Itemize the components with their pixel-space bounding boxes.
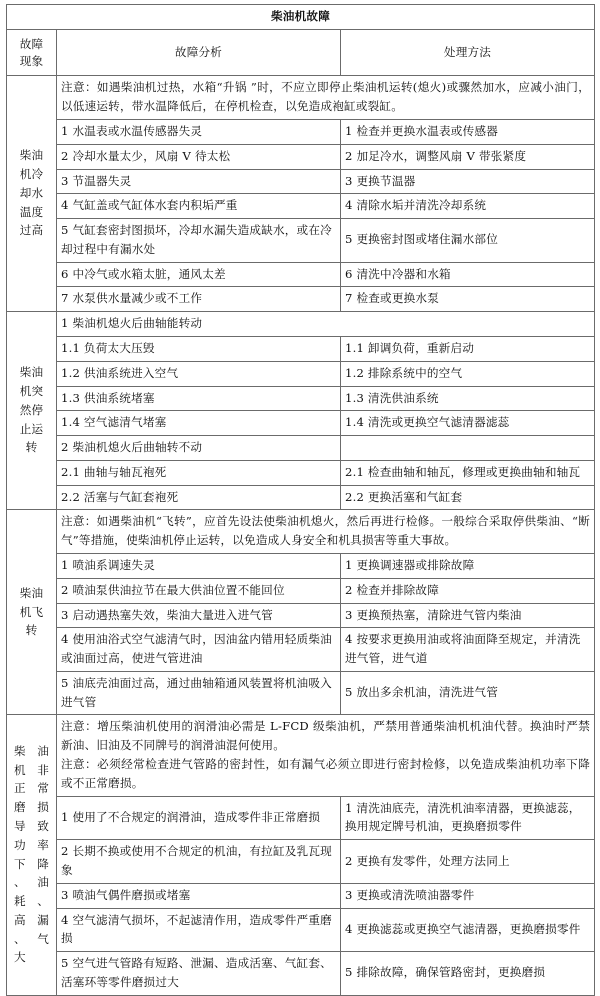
note-row [7,510,595,554]
analysis-cell: 2 长期不换或使用不合规定的机油，有拉缸及乳瓦现象 [57,840,341,884]
symptom-line [11,836,52,855]
note-paragraph: 注意：增压柴油机使用的润滑油必需是 L-FCD 级柴油机，严禁用普通柴油机机油代替。换油时严禁新油、旧油及不同牌号的润滑油混何使用。 [61,719,591,753]
remedy-cell: 1.4 清洗或更换空气滤清器滤蕊 [341,411,595,436]
table-row [7,908,595,952]
table-row [7,628,595,672]
remedy-cell: 1 检查并更换水温表或传感器 [341,119,595,144]
analysis-cell: 1.3 供油系统堵塞 [57,386,341,411]
remedy-cell: 5 排除故障，确保管路密封，更换磨损 [341,952,595,996]
symptom-line: 转 [25,440,38,455]
note-text-3 [57,715,595,796]
analysis-cell: 3 节温器失灵 [57,169,341,194]
symptom-char: 耗 [14,894,26,909]
symptom-cell-1 [7,312,57,510]
symptom-line: 却水 [19,185,44,200]
table-row [7,312,595,337]
remedy-cell: 3 更换节温器 [341,169,595,194]
symptom-line [11,855,52,874]
remedy-cell: 5 更换密封图或堵住漏水部位 [341,219,595,263]
note-text-2 [57,510,595,554]
analysis-cell: 2 柴油机熄火后曲轴转不动 [57,436,341,461]
symptom-char: 功 [14,837,26,852]
page-title: 柴油机故障 [7,5,595,30]
note-row [7,76,595,120]
analysis-cell: 1 水温表或水温传感器失灵 [57,119,341,144]
table-row [7,578,595,603]
symptom-line [11,911,52,930]
analysis-cell: 2 喷油泵供油拉节在最大供油位置不能回位 [57,578,341,603]
table-row [7,883,595,908]
symptom-text-1 [11,363,52,457]
column-header-remedy: 处理方法 [341,29,595,76]
symptom-line: 机冷 [19,167,44,182]
symptom-cell-0 [7,76,57,312]
fault-table-body [7,5,595,996]
analysis-cell: 2.1 曲轴与轴瓦袍死 [57,460,341,485]
table-row [7,336,595,361]
symptom-char: 油 [37,875,49,890]
analysis-cell: 1.1 负荷太大压毁 [57,336,341,361]
analysis-cell: 4 使用油浴式空气滤清气时，因油盆内错用轻质柴油或油面过高，使进气管进油 [57,628,341,672]
symptom-text-0 [11,146,52,240]
column-header-symptom [7,29,57,76]
analysis-cell: 2.2 活塞与气缸套袍死 [57,485,341,510]
symptom-line: 转 [25,623,38,638]
table-title-row [7,5,595,30]
symptom-char: 正 [14,781,26,796]
remedy-cell [341,436,595,461]
symptom-char: 、 [14,875,26,890]
symptom-line [11,817,52,836]
symptom-char: 机 [14,762,26,777]
table-row [7,411,595,436]
table-row [7,485,595,510]
symptom-char: 非 [37,762,49,777]
table-row [7,436,595,461]
analysis-cell: 3 喷油气偶件磨损或堵塞 [57,883,341,908]
symptom-line: 过高 [19,223,44,238]
analysis-cell: 4 气缸盖或气缸体水套内积垢严重 [57,194,341,219]
symptom-line: 柴油 [19,365,44,380]
remedy-cell: 2 更换有发零件，处理方法同上 [341,840,595,884]
symptom-char: 导 [14,818,26,833]
analysis-cell: 1 喷油系调速失灵 [57,554,341,579]
note-paragraph: 注意：如遇柴油机过热，水箱“升锅 ”时，不应立即停止柴油机运转(熄火)或骤然加水，应减小油门，以低速运转，带水温降低后，在停机检查，以免造成袍缸或裂缸。 [61,80,591,114]
symptom-line: 止运 [19,421,44,436]
remedy-cell: 1 更换调速器或排除故障 [341,554,595,579]
table-row [7,840,595,884]
note-paragraph: 注意：如遇柴油机“飞转”，应首先设法使柴油机熄火，然后再进行检修。一般综合采取停供柴油、“断气”等措施，使柴油机停止运转，以免造成人身安全和机具损害等重大事故。 [61,514,591,548]
table-header-row [7,29,595,76]
symptom-char: 损 [37,800,49,815]
remedy-cell: 4 更换滤蕊或更换空气滤清器，更换磨损零件 [341,908,595,952]
symptom-line [11,873,52,892]
remedy-cell: 1 清洗油底壳，清洗机油率清器，更换滤蕊，换用规定牌号机油，更换磨损零件 [341,796,595,840]
column-header-analysis: 故障分析 [57,29,341,76]
table-row [7,671,595,715]
remedy-cell: 6 清洗中冷器和水箱 [341,262,595,287]
symptom-char: 降 [37,856,49,871]
table-row [7,603,595,628]
remedy-cell: 4 清除水垢并清洗冷却系统 [341,194,595,219]
symptom-char: 下 [14,856,26,871]
symptom-char: 大 [14,950,26,965]
analysis-cell: 1.2 供油系统进入空气 [57,361,341,386]
remedy-cell: 3 更换预热塞，清除进气管内柴油 [341,603,595,628]
column-header-symptom-line2: 现象 [19,53,44,68]
symptom-line [11,742,52,761]
table-row [7,361,595,386]
symptom-line [11,761,52,780]
remedy-cell: 1.3 清洗供油系统 [341,386,595,411]
symptom-line: 柴油 [19,148,44,163]
symptom-char: 、 [14,931,26,946]
symptom-line [11,798,52,817]
symptom-char [45,948,49,967]
table-row [7,219,595,263]
fault-table [6,4,595,996]
table-row [7,169,595,194]
symptom-char: 漏 [37,912,49,927]
analysis-cell: 5 空气进气管路有短路、泄漏、造成活塞、气缸套、活塞环等零件磨损过大 [57,952,341,996]
symptom-cell-3 [7,715,57,995]
symptom-line: 机突 [19,384,44,399]
symptom-line: 机飞 [19,604,44,619]
symptom-char: 油 [37,743,49,758]
analysis-cell: 4 空气滤清气损坏，不起滤清作用，造成零件严重磨损 [57,908,341,952]
symptom-char: 常 [37,781,49,796]
table-row [7,287,595,312]
symptom-char: 气 [37,931,49,946]
analysis-cell: 3 启动遇热塞失效，柴油大量进入进气管 [57,603,341,628]
analysis-cell: 2 冷却水量太少，风扇 V 待太松 [57,144,341,169]
remedy-cell: 7 检查或更换水泵 [341,287,595,312]
remedy-cell: 2.2 更换活塞和气缸套 [341,485,595,510]
table-row [7,194,595,219]
table-row [7,952,595,996]
table-row [7,796,595,840]
column-header-symptom-line1: 故障 [19,36,44,51]
symptom-char: 致 [37,818,49,833]
analysis-cell: 5 油底壳油面过高，通过曲轴箱通风装置将机油吸入进气管 [57,671,341,715]
symptom-cell-2 [7,510,57,715]
remedy-cell: 1.2 排除系统中的空气 [341,361,595,386]
symptom-text-2 [11,584,52,640]
table-row [7,262,595,287]
symptom-char: 、 [37,894,49,909]
analysis-cell: 1 柴油机熄火后曲轴能转动 [57,312,595,337]
table-row [7,119,595,144]
remedy-cell: 1.1 卸调负荷，重新启动 [341,336,595,361]
table-row [7,554,595,579]
analysis-cell: 1 使用了不合规定的润滑油，造成零件非正常磨损 [57,796,341,840]
remedy-cell: 4 按要求更换用油或将油面降至规定，并清洗进气管，进气道 [341,628,595,672]
symptom-line [11,948,52,967]
analysis-cell: 7 水泵供水量减少或不工作 [57,287,341,312]
symptom-line: 然停 [19,402,44,417]
table-row [7,144,595,169]
symptom-line [11,892,52,911]
symptom-char: 率 [37,837,49,852]
table-row [7,386,595,411]
symptom-line: 温度 [19,204,44,219]
symptom-char: 磨 [14,800,26,815]
symptom-line: 柴油 [19,585,44,600]
symptom-text-3 [11,742,52,967]
symptom-line [11,779,52,798]
analysis-cell: 5 气缸套密封图损坏，冷却水漏失造成缺水，或在冷却过程中有漏水处 [57,219,341,263]
remedy-cell: 3 更换或清洗喷油器零件 [341,883,595,908]
note-paragraph: 注意：必须经常检查进气管路的密封性，如有漏气必须立即进行密封检修，以免造成柴油机功率下降或不正常磨损。 [61,757,591,790]
symptom-char: 高 [14,912,26,927]
table-row [7,460,595,485]
symptom-char: 柴 [14,743,26,758]
remedy-cell: 2 检查并排除故障 [341,578,595,603]
analysis-cell: 1.4 空气滤清气堵塞 [57,411,341,436]
analysis-cell: 6 中冷气或水箱太脏，通风太差 [57,262,341,287]
note-row [7,715,595,796]
symptom-line [11,930,52,949]
remedy-cell: 5 放出多余机油，清洗进气管 [341,671,595,715]
remedy-cell: 2 加足冷水，调整风扇 V 带张紧度 [341,144,595,169]
note-text-0 [57,76,595,120]
remedy-cell: 2.1 检查曲轴和轴瓦，修理或更换曲轴和轴瓦 [341,460,595,485]
